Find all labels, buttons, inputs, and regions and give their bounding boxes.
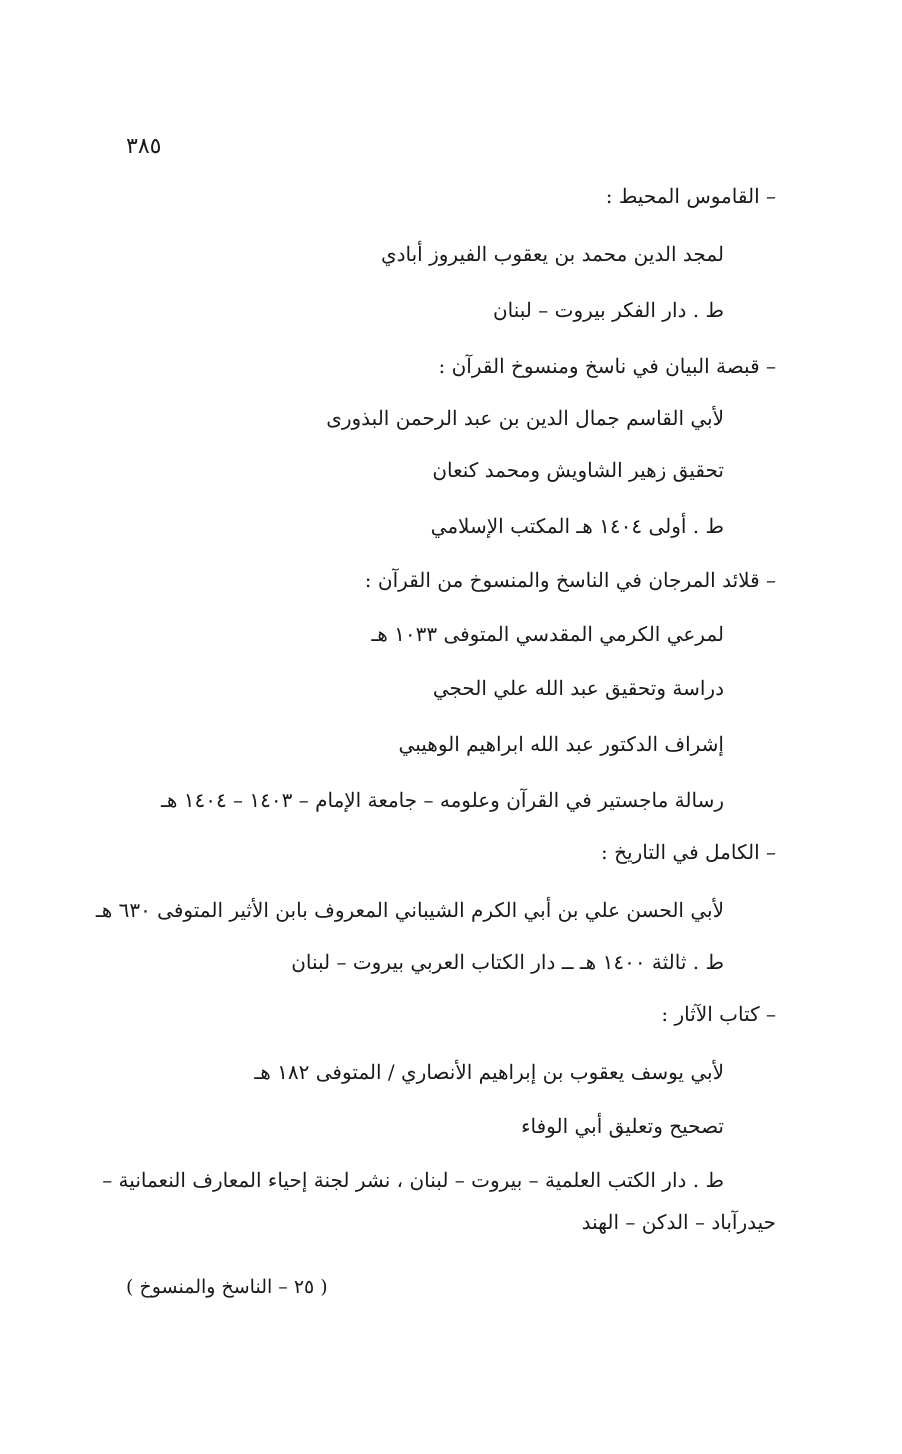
footer-signature: ( ٢٥ – الناسخ والمنسوخ ) <box>126 1276 328 1298</box>
entry-detail: تصحيح وتعليق أبي الوفاء <box>521 1114 724 1138</box>
entry-detail: لمرعي الكرمي المقدسي المتوفى ١٠٣٣ هـ <box>371 622 724 646</box>
entry-detail: حيدرآباد – الدكن – الهند <box>581 1210 776 1234</box>
entry-detail: ط . أولى ١٤٠٤ هـ المكتب الإسلامي <box>430 514 724 538</box>
entry-detail: تحقيق زهير الشاويش ومحمد كنعان <box>432 458 724 482</box>
entry-detail: دراسة وتحقيق عبد الله علي الحجي <box>432 676 724 700</box>
page-number: ٣٨٥ <box>126 134 162 159</box>
entry-detail: لأبي القاسم جمال الدين بن عبد الرحمن البذورى <box>326 406 724 430</box>
entry-detail: ط . دار الكتب العلمية – بيروت – لبنان ، نشر لجنة إحياء المعارف النعمانية – <box>102 1168 724 1192</box>
entry-detail: لمجد الدين محمد بن يعقوب الفيروز أبادي <box>380 242 724 266</box>
entry-title: – كتاب الآثار : <box>661 1002 776 1026</box>
entry-title: – قبصة البيان في ناسخ ومنسوخ القرآن : <box>438 354 776 378</box>
entry-detail: رسالة ماجستير في القرآن وعلومه – جامعة الإمام – ١٤٠٣ – ١٤٠٤ هـ <box>160 788 724 812</box>
entry-detail: لأبي يوسف يعقوب بن إبراهيم الأنصاري / المتوفى ١٨٢ هـ <box>254 1060 724 1084</box>
entry-title: – الكامل في التاريخ : <box>601 840 776 864</box>
entry-detail: لأبي الحسن علي بن أبي الكرم الشيباني المعروف بابن الأثير المتوفى ٦٣٠ هـ <box>95 898 724 922</box>
entry-detail: ط . ثالثة ١٤٠٠ هـ ــ دار الكتاب العربي بيروت – لبنان <box>291 950 724 974</box>
entry-title: – القاموس المحيط : <box>605 184 776 208</box>
entry-title: – قلائد المرجان في الناسخ والمنسوخ من القرآن : <box>364 568 776 592</box>
entry-detail: ط . دار الفكر بيروت – لبنان <box>492 298 724 322</box>
entry-detail: إشراف الدكتور عبد الله ابراهيم الوهيبي <box>398 732 724 756</box>
